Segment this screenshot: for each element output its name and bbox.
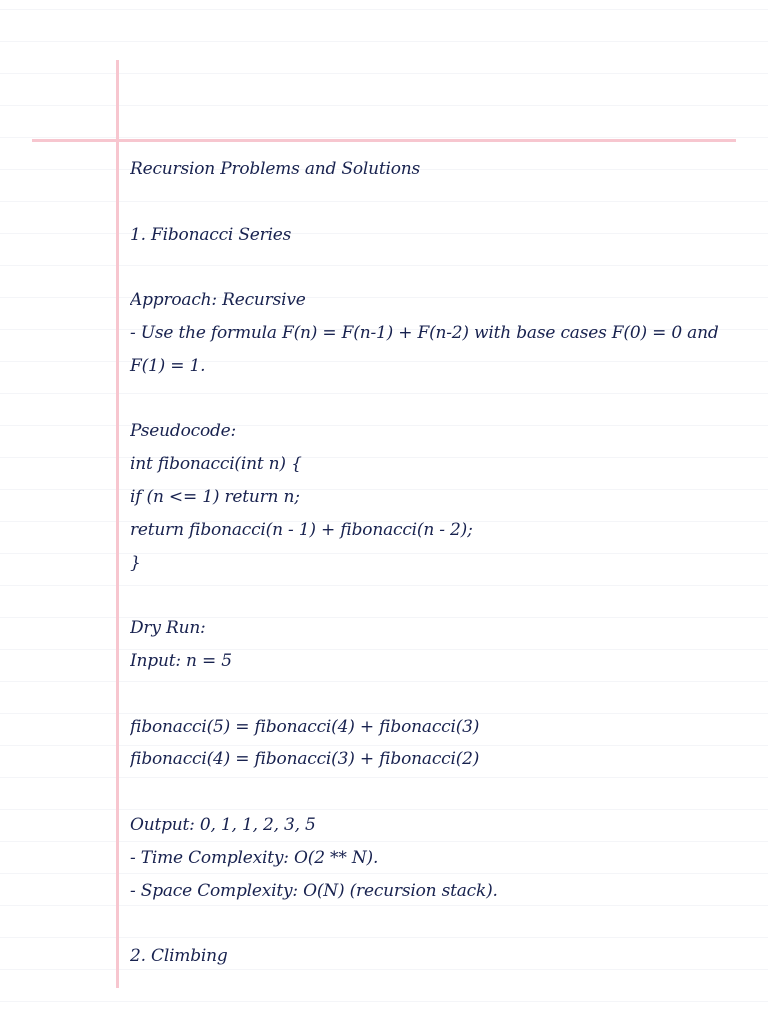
header-line [32,139,736,142]
blank-line [130,383,730,416]
dry-run-input: Input: n = 5 [130,650,232,671]
dry-run-label: Dry Run: [130,618,206,639]
approach-text: - Use the formula F(n) = F(n-1) + F(n-2) with base cases F(0) = 0 and F(1) = 1. [130,322,719,376]
time-complexity: - Time Complexity: O(2 ** N). [130,847,379,868]
blank-line [130,186,730,219]
margin-line [116,60,119,988]
notes-content [130,153,730,973]
document-title: Recursion Problems and Solutions [130,159,421,179]
dry-run-step: fibonacci(4) = fibonacci(3) + fibonacci(2) [130,749,480,770]
blank-line [130,579,730,612]
approach-label: Approach: Recursive [130,290,306,311]
space-complexity: - Space Complexity: O(N) (recursion stack). [130,880,498,901]
pseudocode-label: Pseudocode: [130,421,237,442]
code-line: } [130,552,141,573]
code-line: return fibonacci(n - 1) + fibonacci(n - 2); [130,519,473,540]
blank-line [130,251,730,284]
blank-line [130,907,730,940]
code-line: if (n <= 1) return n; [130,486,300,507]
section-heading-climbing: 2. Climbing [130,946,228,967]
blank-line [130,678,730,711]
blank-line [130,776,730,809]
code-line: int fibonacci(int n) { [130,454,302,475]
section-heading-fibonacci: 1. Fibonacci Series [130,224,292,245]
dry-run-step: fibonacci(5) = fibonacci(4) + fibonacci(3) [130,716,480,737]
dry-run-output: Output: 0, 1, 1, 2, 3, 5 [130,814,316,835]
